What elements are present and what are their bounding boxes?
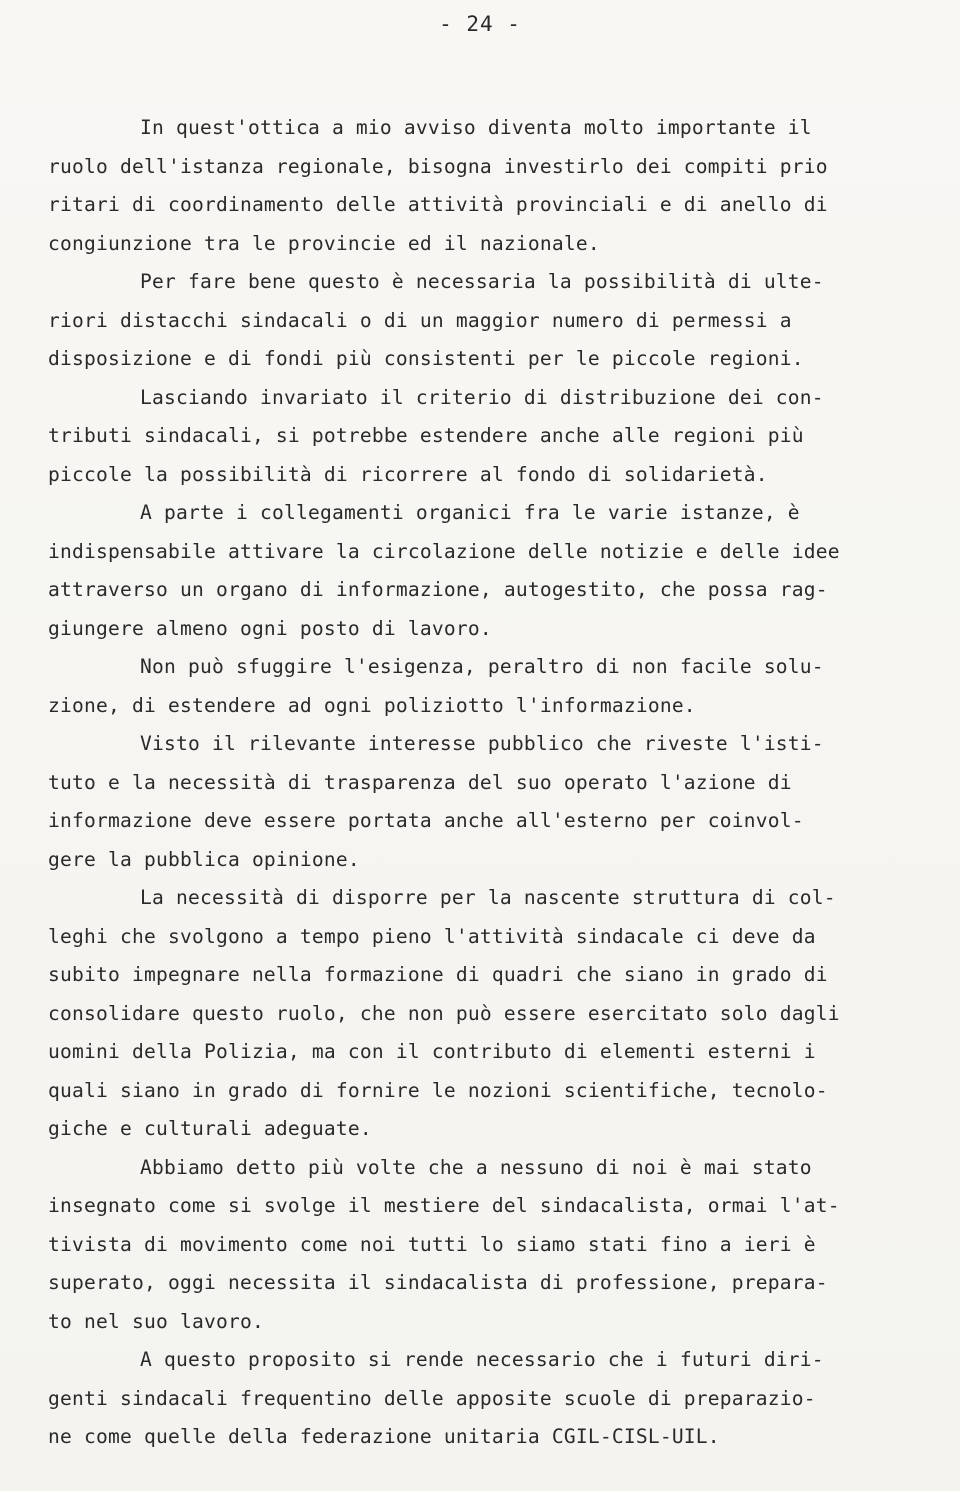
page-number: - 24 - <box>439 12 521 36</box>
text-line: ne come quelle della federazione unitaria CGIL-CISL-UIL. <box>48 1425 720 1448</box>
body-text <box>48 109 908 1457</box>
text-line: Abbiamo detto più volte che a nessuno di noi è mai stato <box>140 1155 812 1179</box>
text-line: superato, oggi necessita il sindacalista di professione, prepara- <box>48 1271 828 1294</box>
text-line: tivista di movimento come noi tutti lo siamo stati fino a ieri è <box>48 1232 816 1256</box>
text-line: genti sindacali frequentino delle apposite scuole di preparazio- <box>48 1386 816 1410</box>
text-line: tuto e la necessità di trasparenza del suo operato l'azione di <box>48 770 792 794</box>
text-line: informazione deve essere portata anche all'esterno per coinvol- <box>48 809 804 832</box>
text-line: ritari di coordinamento delle attività provinciali e di anello di <box>48 193 828 216</box>
text-line: gere la pubblica opinione. <box>48 847 360 871</box>
text-line: tributi sindacali, si potrebbe estendere anche alle regioni più <box>48 424 804 447</box>
text-line: Lasciando invariato il criterio di distribuzione dei con- <box>140 385 824 409</box>
text-line: giche e culturali adeguate. <box>48 1117 372 1140</box>
text-line: to nel suo lavoro. <box>48 1309 264 1333</box>
text-line: Visto il rilevante interesse pubblico che riveste l'isti- <box>140 732 824 755</box>
text-line: giungere almeno ogni posto di lavoro. <box>48 616 492 640</box>
text-line: A parte i collegamenti organici fra le varie istanze, è <box>140 501 800 524</box>
text-line: congiunzione tra le provincie ed il nazionale. <box>48 231 600 255</box>
text-line: piccole la possibilità di ricorrere al fondo di solidarietà. <box>48 462 768 486</box>
text-line: A questo proposito si rende necessario che i futuri diri- <box>140 1348 824 1371</box>
text-line: ruolo dell'istanza regionale, bisogna investirlo dei compiti prio <box>48 154 828 178</box>
text-line: quali siano in grado di fornire le nozioni scientifiche, tecnolo- <box>48 1078 828 1102</box>
text-line: uomini della Polizia, ma con il contributo di elementi esterni i <box>48 1040 816 1063</box>
text-line: subito impegnare nella formazione di quadri che siano in grado di <box>48 963 828 986</box>
text-line: indispensabile attivare la circolazione delle notizie e delle idee <box>48 539 840 563</box>
text-line: riori distacchi sindacali o di un maggior numero di permessi a <box>48 308 792 332</box>
text-line: consolidare questo ruolo, che non può essere esercitato solo dagli <box>48 1001 840 1025</box>
text-line: insegnato come si svolge il mestiere del sindacalista, ormai l'at- <box>48 1194 840 1217</box>
text-line: disposizione e di fondi più consistenti per le piccole regioni. <box>48 347 804 370</box>
text-line: attraverso un organo di informazione, autogestito, che possa rag- <box>48 578 828 601</box>
text-line: In quest'ottica a mio avviso diventa molto importante il <box>140 116 812 139</box>
text-line: leghi che svolgono a tempo pieno l'attività sindacale ci deve da <box>48 924 816 948</box>
text-line: zione, di estendere ad ogni poliziotto l'informazione. <box>48 693 696 717</box>
text-line: Non può sfuggire l'esigenza, peraltro di non facile solu- <box>140 655 824 678</box>
text-line: La necessità di disporre per la nascente struttura di col- <box>140 886 836 909</box>
text-line: Per fare bene questo è necessaria la possibilità di ulte- <box>140 270 824 293</box>
